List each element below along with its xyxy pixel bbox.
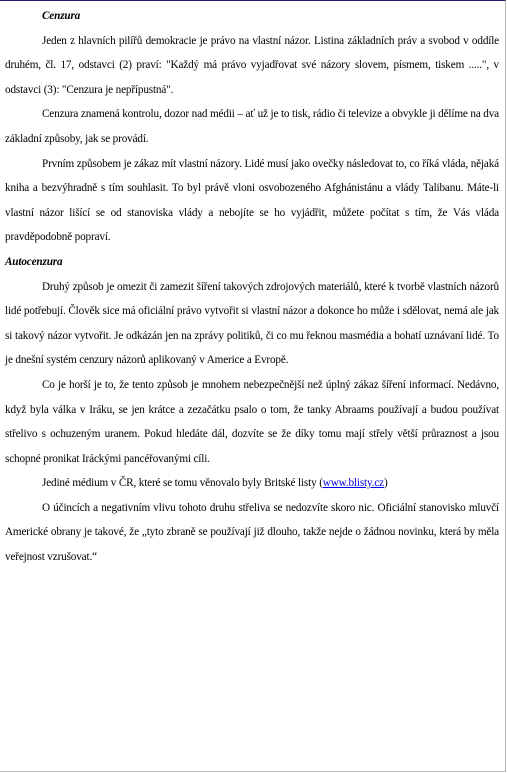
paragraph-4: Druhý způsob je omezit či zamezit šíření takových zdrojových materiálů, které k tvorbě vlastních názorů lidé potřebují. Člověk sice má oficiální právo vytvořit si vlastní názor a dokonce ho může i sdělovat, nemá ale jak si takový názor vytvořit. Je odkázán jen na zprávy politiků, či co mu řeknou masmédia a bohatí uznávaní lidé. To je dnešní systém cenzury názorů aplikovaný v Americe a Evropě. — [5, 280, 499, 367]
heading-selfcensorship: Autocenzura — [5, 255, 63, 268]
paragraph-7: O účincích a negativním vlivu tohoto druhu střeliva se nedozvíte skoro nic. Oficiální stanovisko mluvčí Americké obrany je takové, že „tyto zbraně se používají již dlouho, takže nejde o žádnou novinku, která by měla veřejnost vzrušovat.“ — [5, 501, 499, 564]
paragraph-5: Co je horší je to, že tento způsob je mnohem nebezpečnější než úplný zákaz šíření informací. Nedávno, když byla válka v Iráku, se jen krátce a zezačátku psalo o tom, že tanky Abraams používají a budou používat střelivo s ochuzeným uranem. Pokud hledáte dál, dozvíte se že díky tomu mají střely větší průraznost a jsou schopné pronikat Iráckými pancéřovanými cíli. — [5, 378, 499, 465]
paragraph-1: Jeden z hlavních pilířů demokracie je právo na vlastní názor. Listina základních práv a svobod v oddíle druhém, čl. 17, odstavci (2) praví: "Každý má právo vyjadřovat své názory slovem, písmem, tiskem .....", v odstavci (3): "Cenzura je nepřípustná". — [5, 34, 499, 96]
document-body — [5, 4, 499, 570]
paragraph-3: Prvním způsobem je zákaz mít vlastní názory. Lidé musí jako ovečky následovat to, co říká vláda, nějaká kniha a bezvýhradně s tím souhlasit. To byl právě vloni osvobozeného Afghánistánu a vlády Talibanu. Máte-li vlastní názor lišící se od stanoviska vlády a nebojíte se ho vyjádřit, můžete počítat s tím, že Vás vláda pravděpodobně popraví. — [5, 157, 499, 244]
paragraph-6 — [5, 471, 499, 496]
heading-censorship: Cenzura — [42, 10, 81, 22]
paragraph-2: Cenzura znamená kontrolu, dozor nad médii – ať už je to tisk, rádio či televize a obvykle ji dělíme na dva základní způsoby, jak se provádí. — [5, 108, 499, 145]
paragraph-6-text: Jediné médium v ČR, které se tomu věnovalo byly Britské listy ( — [42, 477, 323, 490]
blisty-link[interactable]: www.blisty.cz — [322, 477, 384, 490]
paragraph-6-end: ) — [384, 477, 388, 490]
